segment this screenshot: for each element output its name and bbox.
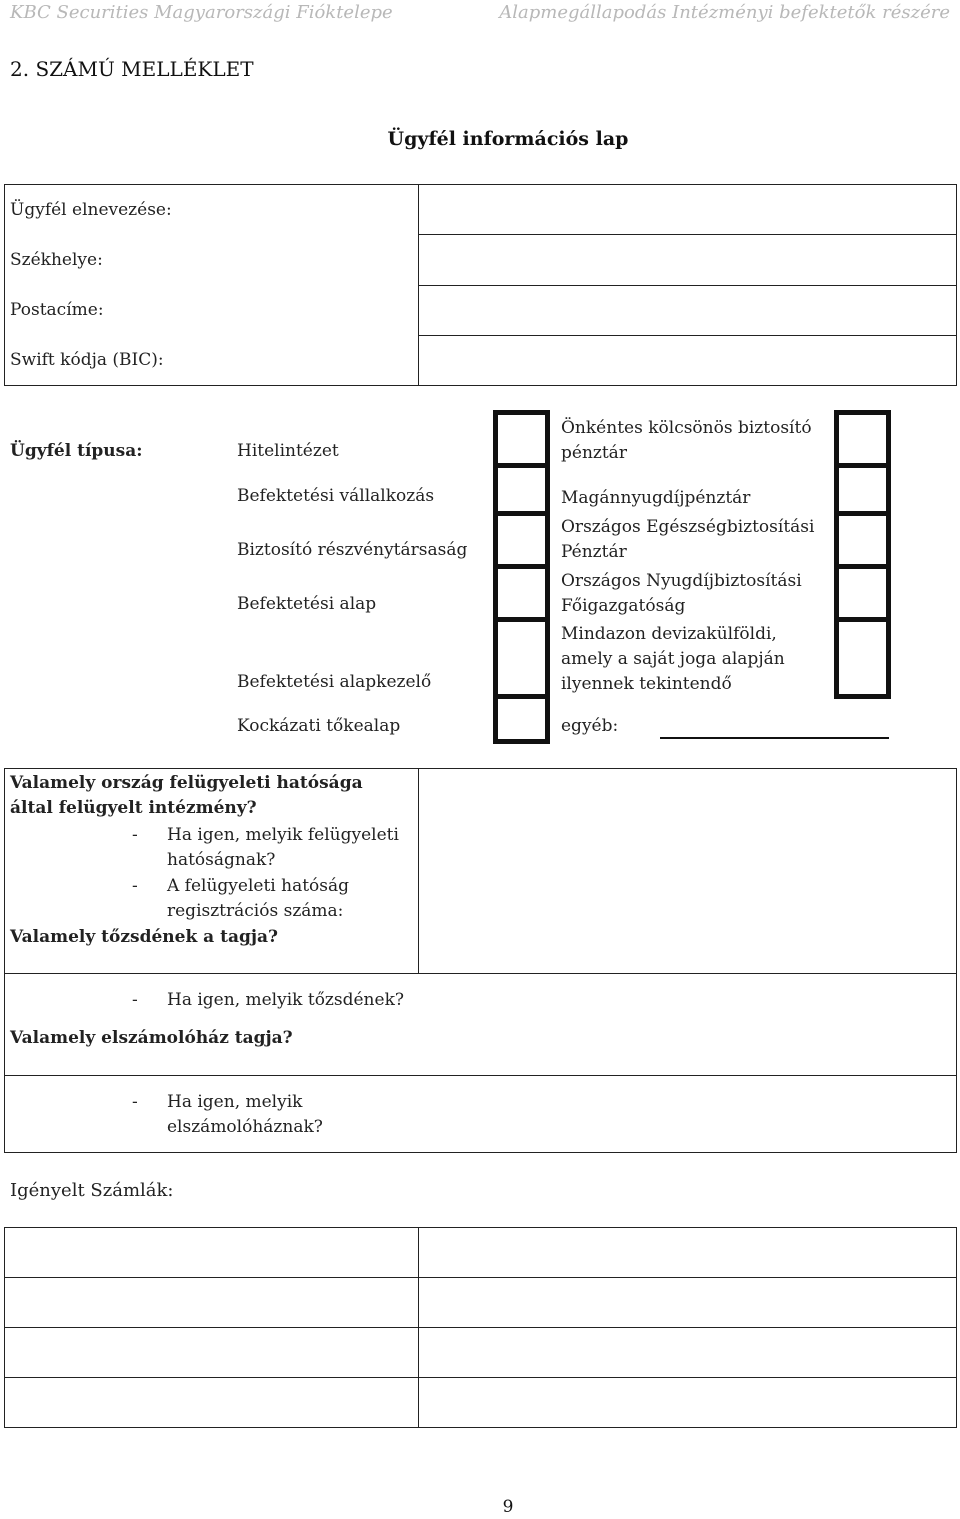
reg-number-question: A felügyeleti hatóság regisztrációs száma: bbox=[167, 876, 350, 921]
which-exchange-question: Ha igen, melyik tőzsdének? bbox=[167, 990, 404, 1010]
form-title: Ügyfél információs lap bbox=[387, 128, 629, 150]
client-info-row-line bbox=[418, 335, 957, 336]
supervised-question: Valamely ország felügyeleti hatósága által felügyelt intézmény? bbox=[10, 773, 363, 818]
annex-title: 2. SZÁMÚ MELLÉKLET bbox=[10, 57, 254, 81]
option-befektetesi-alapkezelo: Befektetési alapkezelő bbox=[237, 672, 432, 692]
other-label: egyéb: bbox=[561, 716, 619, 736]
header-left: KBC Securities Magyarországi Fióktelepe bbox=[10, 2, 393, 23]
supervision-border bbox=[4, 768, 957, 1153]
checkbox-onkentes-penztar[interactable] bbox=[834, 410, 891, 468]
checkbox-oep[interactable] bbox=[834, 511, 891, 569]
checkbox-hitelintezet[interactable] bbox=[493, 410, 550, 468]
accounts-label: Igényelt Számlák: bbox=[10, 1180, 174, 1201]
other-underline bbox=[660, 737, 889, 739]
option-onkentes-penztar: Önkéntes kölcsönös biztosító pénztár bbox=[561, 418, 812, 463]
option-oep: Országos Egészségbiztosítási Pénztár bbox=[561, 517, 815, 562]
client-postal-label: Postacíme: bbox=[10, 300, 104, 320]
option-onyf: Országos Nyugdíjbiztosítási Főigazgatóság bbox=[561, 571, 802, 616]
supervision-divider bbox=[418, 768, 419, 973]
accounts-row-line bbox=[4, 1327, 957, 1328]
option-biztosito-rt: Biztosító részvénytársaság bbox=[237, 540, 468, 560]
checkbox-befektetesi-vallalkozas[interactable] bbox=[493, 463, 550, 516]
client-type-label: Ügyfél típusa: bbox=[10, 441, 143, 461]
clearing-member-question: Valamely elszámolóház tagja? bbox=[10, 1028, 293, 1048]
client-name-label: Ügyfél elnevezése: bbox=[10, 200, 172, 220]
checkbox-befektetesi-alapkezelo[interactable] bbox=[493, 617, 550, 699]
which-authority-question: Ha igen, melyik felügyeleti hatóságnak? bbox=[167, 825, 399, 870]
option-hitelintezet: Hitelintézet bbox=[237, 441, 339, 461]
option-kockazati-tokealap: Kockázati tőkealap bbox=[237, 716, 401, 736]
client-info-row-line bbox=[418, 285, 957, 286]
dash: - bbox=[132, 1092, 138, 1112]
checkbox-befektetesi-alap[interactable] bbox=[493, 564, 550, 622]
dash: - bbox=[132, 825, 138, 845]
checkbox-kockazati-tokealap[interactable] bbox=[493, 694, 550, 744]
dash: - bbox=[132, 990, 138, 1010]
client-swift-label: Swift kódja (BIC): bbox=[10, 350, 164, 370]
checkbox-devizakulfoldi[interactable] bbox=[834, 617, 891, 699]
option-befektetesi-alap: Befektetési alap bbox=[237, 594, 377, 614]
header-right: Alapmegállapodás Intézményi befektetők részére bbox=[499, 2, 950, 23]
accounts-row-line bbox=[4, 1377, 957, 1378]
which-clearing-question: Ha igen, melyik elszámolóháznak? bbox=[167, 1092, 323, 1137]
option-befektetesi-vallalkozas: Befektetési vállalkozás bbox=[237, 486, 435, 506]
checkbox-onyf[interactable] bbox=[834, 564, 891, 622]
supervision-row-line bbox=[4, 1075, 957, 1076]
option-magannyugdijpenztar: Magánnyugdíjpénztár bbox=[561, 488, 751, 508]
dash: - bbox=[132, 876, 138, 896]
page-number: 9 bbox=[502, 1497, 514, 1517]
client-info-row-line bbox=[418, 234, 957, 235]
checkbox-magannyugdijpenztar[interactable] bbox=[834, 463, 891, 516]
exchange-member-question: Valamely tőzsdének a tagja? bbox=[10, 927, 278, 947]
accounts-row-line bbox=[4, 1277, 957, 1278]
client-seat-label: Székhelye: bbox=[10, 250, 103, 270]
checkbox-biztosito-rt[interactable] bbox=[493, 511, 550, 569]
option-devizakulfoldi: Mindazon devizakülföldi, amely a saját joga alapján ilyennek tekintendő bbox=[561, 624, 785, 694]
supervision-row-line bbox=[4, 973, 957, 974]
